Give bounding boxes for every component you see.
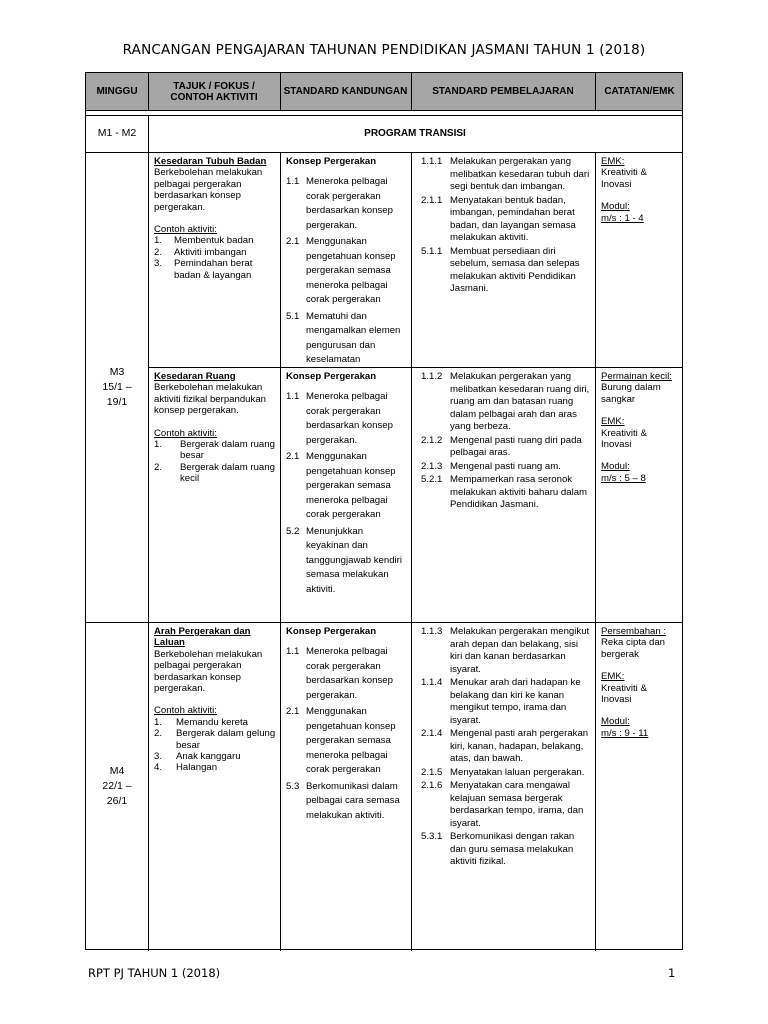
modul-value: m/s : 1 - 4 [601,212,644,224]
emk-value: Kreativiti & [601,427,647,439]
list-item: 1.1.1 Melakukan pergerakan yang melibatkan kesedaran tubuh dari segi bentuk dan imbangan. [421,156,590,192]
sp-row3 [421,626,591,870]
col-divider [595,152,596,951]
minggu-m3 [86,152,148,622]
footer-doc-label: RPT PJ TAHUN 1 (2018) [88,966,221,980]
list-item: 1.1 Meneroka pelbagai corak pergerakan berdasarkan konsep pergerakan. [286,391,393,446]
sk-title: Konsep Pergerakan [286,156,377,167]
minggu-date-start: 22/1 – [102,780,132,792]
rpt-table [85,72,683,950]
col-divider [411,152,412,951]
list-item: 1. Membentuk badan [154,235,254,247]
minggu-date-end: 19/1 [106,395,128,408]
contoh-aktiviti-label: Contoh aktiviti: [154,224,217,236]
emk-label: EMK: [601,671,625,683]
minggu-date-start: 15/1 – [102,380,132,393]
emk-value: Kreativiti & [601,682,647,694]
persembahan-value: Reka cipta dan [601,637,665,649]
sk-row3 [286,626,404,825]
minggu-label: M1 - M2 [97,127,137,139]
tajuk-desc-line: berdasarkan konsep [154,671,241,683]
activity-list [154,235,276,281]
modul-label: Modul: [601,461,630,473]
list-item: 1.1.2 Melakukan pergerakan yang melibatkan kesedaran ruang diri, ruang am dan batasan ruang dalam pelbagai arah dan aras yang berbeza. [421,371,590,432]
header-minggu-label: MINGGU [96,86,138,97]
program-transisi: PROGRAM TRANSISI [364,128,466,139]
list-item: 1.1 Meneroka pelbagai corak pergerakan berdasarkan konsep pergerakan. [286,176,393,231]
list-item: 5.3.1 Berkomunikasi dengan rakan dan guru semasa melakukan aktiviti fizikal. [421,831,575,867]
list-item: 1.1.3 Melakukan pergerakan mengikut arah depan dan belakang, sisi kiri dan kanan berdasarkan isyarat. [421,626,590,675]
list-item: 2.1 Menggunakan pengetahuan konsep pergerakan semasa meneroka pelbagai corak pergerakan [286,236,396,306]
minggu-label: M4 [109,765,125,777]
page-number: 1 [668,966,676,980]
list-item: 2.1 Menggunakan pengetahuan konsep pergerakan semasa meneroka pelbagai corak pergerakan [286,451,396,521]
tajuk-title: Kesedaran Tubuh Badan [154,156,267,167]
tajuk-desc-line: Berkebolehan melakukan [154,382,263,394]
tajuk-kesedaran-ruang [154,371,276,485]
sk-row1 [286,156,404,370]
tajuk-arah-pergerakan [154,626,276,774]
emk-value: Inovasi [601,178,632,190]
emk-label: EMK: [601,416,625,428]
sp-list [421,626,591,869]
emk-value: Inovasi [601,439,632,451]
minggu-m4 [86,622,148,951]
sp-row2 [421,371,591,513]
list-item: 4. Halangan [154,762,218,774]
minggu-date-end: 26/1 [106,795,128,807]
tajuk-kesedaran-tubuh-badan [154,156,276,281]
header-standard-pembelajaran [411,73,595,110]
persembahan-value: bergerak [601,648,639,660]
row-divider [148,367,682,368]
list-item: 3. Anak kanggaru [154,751,241,763]
persembahan-label: Persembahan : [601,626,667,637]
emk-label: EMK: [601,156,625,167]
header-tajuk [148,73,280,110]
sp-list [421,156,591,296]
header-sp-label: STANDARD PEMBELAJARAN [432,86,574,97]
list-item: 2.1.5 Menyatakan laluan pergerakan. [421,766,585,778]
tajuk-desc-line: berdasarkan konsep [154,190,241,202]
contoh-aktiviti-label: Contoh aktiviti: [154,705,217,717]
list-item: 2. Bergerak dalam gelung besar [154,728,276,751]
row-divider [86,622,682,623]
tajuk-desc-line: pergerakan. [154,201,206,213]
list-item: 2. Bergerak dalam ruang kecil [154,461,275,485]
list-item: 2.1.1 Menyatakan bentuk badan, imbangan, pemindahan berat badan, dan layangan semasa melakukan aktiviti. [421,194,576,243]
sk-title: Konsep Pergerakan [286,626,377,637]
catatan-row3 [601,626,681,739]
tajuk-title: Laluan [154,637,185,649]
tajuk-desc-line: Berkebolehan melakukan [154,648,263,660]
tajuk-desc-line: pelbagai pergerakan [154,178,242,190]
header-tajuk-line2: CONTOH AKTIVITI [170,91,258,103]
col-divider [280,152,281,951]
emk-value: Kreativiti & [601,167,647,179]
header-sk-label: STANDARD KANDUNGAN [283,86,408,97]
tajuk-title: Arah Pergerakan dan [154,626,251,637]
permainan-kecil-value: Burung dalam [601,382,661,394]
sk-title: Konsep Pergerakan [286,371,377,382]
list-item: 5.2.1 Mempamerkan rasa seronok melakukan aktiviti baharu dalam Pendidikan Jasmani. [421,474,588,510]
tajuk-desc-line: Berkebolehan melakukan [154,167,263,179]
modul-label: Modul: [601,716,630,728]
catatan-row1 [601,156,681,224]
modul-value: m/s : 5 – 8 [601,472,646,484]
row-divider [86,152,682,153]
list-item: 2.1.6 Menyatakan cara mengawal kelajuan semasa bergerak berdasarkan tempo, irama, dan isyarat. [421,780,584,829]
sp-row1 [421,156,591,297]
minggu-m1-m2 [86,115,148,152]
activity-list [154,439,276,485]
activity-list [154,717,276,774]
modul-value: m/s : 9 - 11 [601,727,649,739]
list-item: 2.1.3 Mengenal pasti ruang am. [421,460,561,472]
header-catatan [595,73,684,110]
sk-row2 [286,371,404,599]
header-tajuk-line1: TAJUK / FOKUS / [173,80,255,92]
list-item: 2.1.2 Mengenal pasti ruang diri pada pelbagai aras. [421,434,582,458]
list-item: 5.2 Menunjukkan keyakinan dan tanggungjawab kendiri semasa melakukan aktiviti. [286,525,403,595]
sk-list [286,175,404,368]
list-item: 3. Pemindahan berat badan & layangan [154,258,253,281]
emk-value: Inovasi [601,694,632,706]
row-divider [86,110,682,111]
modul-label: Modul: [601,201,630,213]
list-item: 1.1 Meneroka pelbagai corak pergerakan berdasarkan konsep pergerakan. [286,646,393,701]
list-item: 1.1.4 Menukar arah dari hadapan ke belakang dan kiri ke kanan mengikut tempo, irama dan isyarat. [421,677,581,726]
header-catatan-label: CATATAN/EMK [604,86,675,97]
header-minggu [86,73,148,110]
tajuk-desc-line: pergerakan. [154,683,206,695]
list-item: 5.1.1 Membuat persediaan diri sebelum, semasa dan selepas melakukan aktiviti Pendidikan Jasmani. [421,245,580,294]
sp-list [421,371,591,512]
list-item: 2.1 Menggunakan pengetahuan konsep pergerakan semasa meneroka pelbagai corak pergerakan [286,706,396,776]
sk-list [286,390,404,597]
list-item: 1. Memandu kereta [154,716,248,728]
document-title: RANCANGAN PENGAJARAN TAHUNAN PENDIDIKAN JASMANI TAHUN 1 (2018) [122,42,646,58]
tajuk-desc-line: pelbagai pergerakan [154,660,242,672]
tajuk-desc-line: konsep pergerakan. [154,405,239,417]
permainan-kecil-value: sangkar [601,393,636,405]
list-item: 5.1 Mematuhi dan mengamalkan elemen pengurusan dan keselamatan [286,310,401,366]
list-item: 1. Bergerak dalam ruang besar [154,439,275,462]
tajuk-title: Kesedaran Ruang [154,371,236,382]
catatan-row2 [601,371,681,484]
contoh-aktiviti-label: Contoh aktiviti: [154,427,217,439]
list-item: 2.1.4 Mengenal pasti arah pergerakan kiri, kanan, hadapan, belakang, atas, dan bawah. [421,728,589,764]
list-item: 5.3 Berkomunikasi dalam pelbagai cara semasa melakukan aktiviti. [286,780,400,821]
tajuk-desc-line: aktiviti fizikal berpandukan [154,393,266,405]
permainan-kecil-label: Permainan kecil: [601,371,672,382]
minggu-label: M3 [109,365,125,378]
list-item: 2. Aktiviti imbangan [154,246,247,258]
col-divider [148,115,149,951]
sk-list [286,645,404,823]
header-standard-kandungan [280,73,411,110]
